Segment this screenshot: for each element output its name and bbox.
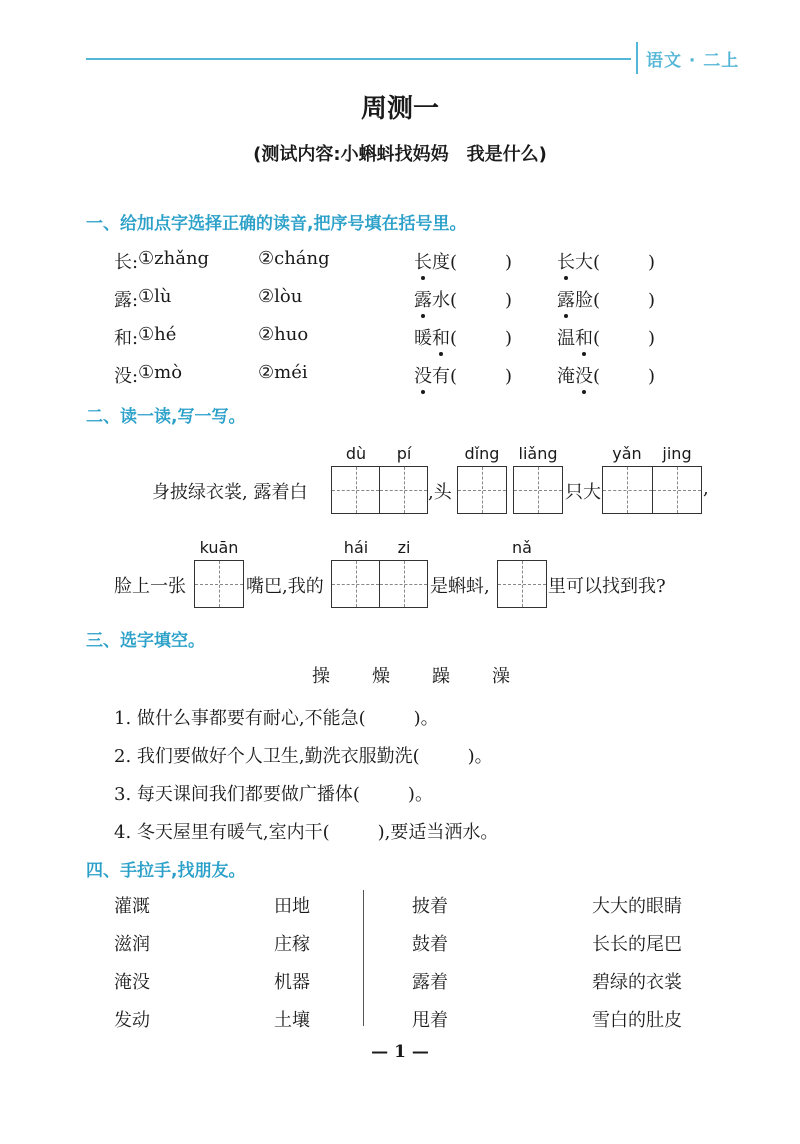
section2-heading: 二、读一读,写一写。 <box>86 407 246 427</box>
header-rule <box>86 58 631 60</box>
section2-line2-text4: 里可以找到我? <box>548 576 666 597</box>
match-word-left[interactable]: 滋润 <box>114 934 150 955</box>
match-word-right[interactable]: 露着 <box>412 972 448 993</box>
section1-word1: 没有( ) <box>414 366 513 387</box>
section1-option1: ①zhǎng <box>138 248 210 269</box>
match-word-right-partner[interactable]: 长长的尾巴 <box>592 934 682 955</box>
match-word-left[interactable]: 灌溉 <box>114 896 150 917</box>
section1-char: 长: <box>114 252 139 273</box>
match-word-left[interactable]: 发动 <box>114 1010 150 1031</box>
fill-item: 2. 我们要做好个人卫生,勤洗衣服勤洗( )。 <box>114 746 493 767</box>
match-word-left-partner[interactable]: 机器 <box>274 972 310 993</box>
section2-line1-text3: 只大 <box>565 482 601 503</box>
match-word-left[interactable]: 淹没 <box>114 972 150 993</box>
writing-box-yanjing[interactable] <box>602 466 702 514</box>
section1-option1: ①hé <box>138 324 177 345</box>
writing-box-liang[interactable] <box>513 466 563 514</box>
section1-option2: ②méi <box>258 362 308 383</box>
page-subtitle: (测试内容:小蝌蚪找妈妈 我是什么) <box>253 144 547 165</box>
section2-line1-text1: 身披绿衣裳, 露着白 <box>152 482 308 503</box>
section2-line1-text4: , <box>703 478 709 499</box>
section1-char: 露: <box>114 290 139 311</box>
section1-heading: 一、给加点字选择正确的读音,把序号填在括号里。 <box>86 214 467 234</box>
fill-item: 1. 做什么事都要有耐心,不能急( )。 <box>114 708 439 729</box>
pinyin-liang: liǎng <box>518 444 558 463</box>
match-word-right[interactable]: 鼓着 <box>412 934 448 955</box>
section1-word2: 温和( ) <box>557 328 656 349</box>
pinyin-jing: jing <box>662 444 692 463</box>
match-word-left-partner[interactable]: 田地 <box>274 896 310 917</box>
section1-option2: ②cháng <box>258 248 330 269</box>
section1-word1: 长度( ) <box>414 252 513 273</box>
writing-box-haizi[interactable] <box>331 560 428 608</box>
section1-option2: ②huo <box>258 324 309 345</box>
writing-box-kuan[interactable] <box>194 560 244 608</box>
writing-box-na[interactable] <box>497 560 547 608</box>
choice-char: 躁 <box>432 666 450 687</box>
section2-line2-text3: 是蝌蚪, <box>430 576 490 597</box>
subject-label: 语文 · 二上 <box>646 51 740 71</box>
match-word-right-partner[interactable]: 大大的眼睛 <box>592 896 682 917</box>
match-word-left-partner[interactable]: 庄稼 <box>274 934 310 955</box>
fill-item: 3. 每天课间我们都要做广播体( )。 <box>114 784 433 805</box>
column-divider <box>363 890 364 1026</box>
section3-heading: 三、选字填空。 <box>86 631 205 651</box>
pinyin-zi: zi <box>397 538 411 557</box>
section2-line2-text1: 脸上一张 <box>114 576 186 597</box>
pinyin-kuan: kuān <box>199 538 239 557</box>
section1-option1: ①mò <box>138 362 183 383</box>
match-word-left-partner[interactable]: 土壤 <box>274 1010 310 1031</box>
section1-char: 和: <box>114 328 139 349</box>
pinyin-na: nǎ <box>512 538 532 557</box>
section2-line2-text2: 嘴巴,我的 <box>246 576 324 597</box>
section1-option2: ②lòu <box>258 286 303 307</box>
choice-char: 燥 <box>372 666 390 687</box>
fill-item: 4. 冬天屋里有暖气,室内干( ),要适当洒水。 <box>114 822 499 843</box>
pinyin-hai: hái <box>343 538 369 557</box>
writing-box-dupi[interactable] <box>331 466 428 514</box>
section1-word1: 露水( ) <box>414 290 513 311</box>
choice-char: 澡 <box>492 666 510 687</box>
section1-option1: ①lù <box>138 286 172 307</box>
section1-word2: 淹没( ) <box>557 366 656 387</box>
page-number: — 1 — <box>371 1042 429 1062</box>
pinyin-pi: pí <box>396 444 412 463</box>
pinyin-du: dù <box>345 444 367 463</box>
match-word-right[interactable]: 甩着 <box>412 1010 448 1031</box>
choice-char: 操 <box>312 666 330 687</box>
pinyin-yan: yǎn <box>612 444 642 463</box>
writing-box-ding[interactable] <box>457 466 507 514</box>
section1-word1: 暖和( ) <box>414 328 513 349</box>
section1-char: 没: <box>114 366 139 387</box>
header-divider <box>636 42 638 74</box>
section1-word2: 露脸( ) <box>557 290 656 311</box>
match-word-right-partner[interactable]: 碧绿的衣裳 <box>592 972 682 993</box>
page-title: 周测一 <box>360 94 439 124</box>
match-word-right[interactable]: 披着 <box>412 896 448 917</box>
section2-line1-text2: ,头 <box>428 482 452 503</box>
section1-word2: 长大( ) <box>557 252 656 273</box>
section4-heading: 四、手拉手,找朋友。 <box>86 861 246 881</box>
match-word-right-partner[interactable]: 雪白的肚皮 <box>592 1010 682 1031</box>
pinyin-ding: dǐng <box>464 444 500 463</box>
